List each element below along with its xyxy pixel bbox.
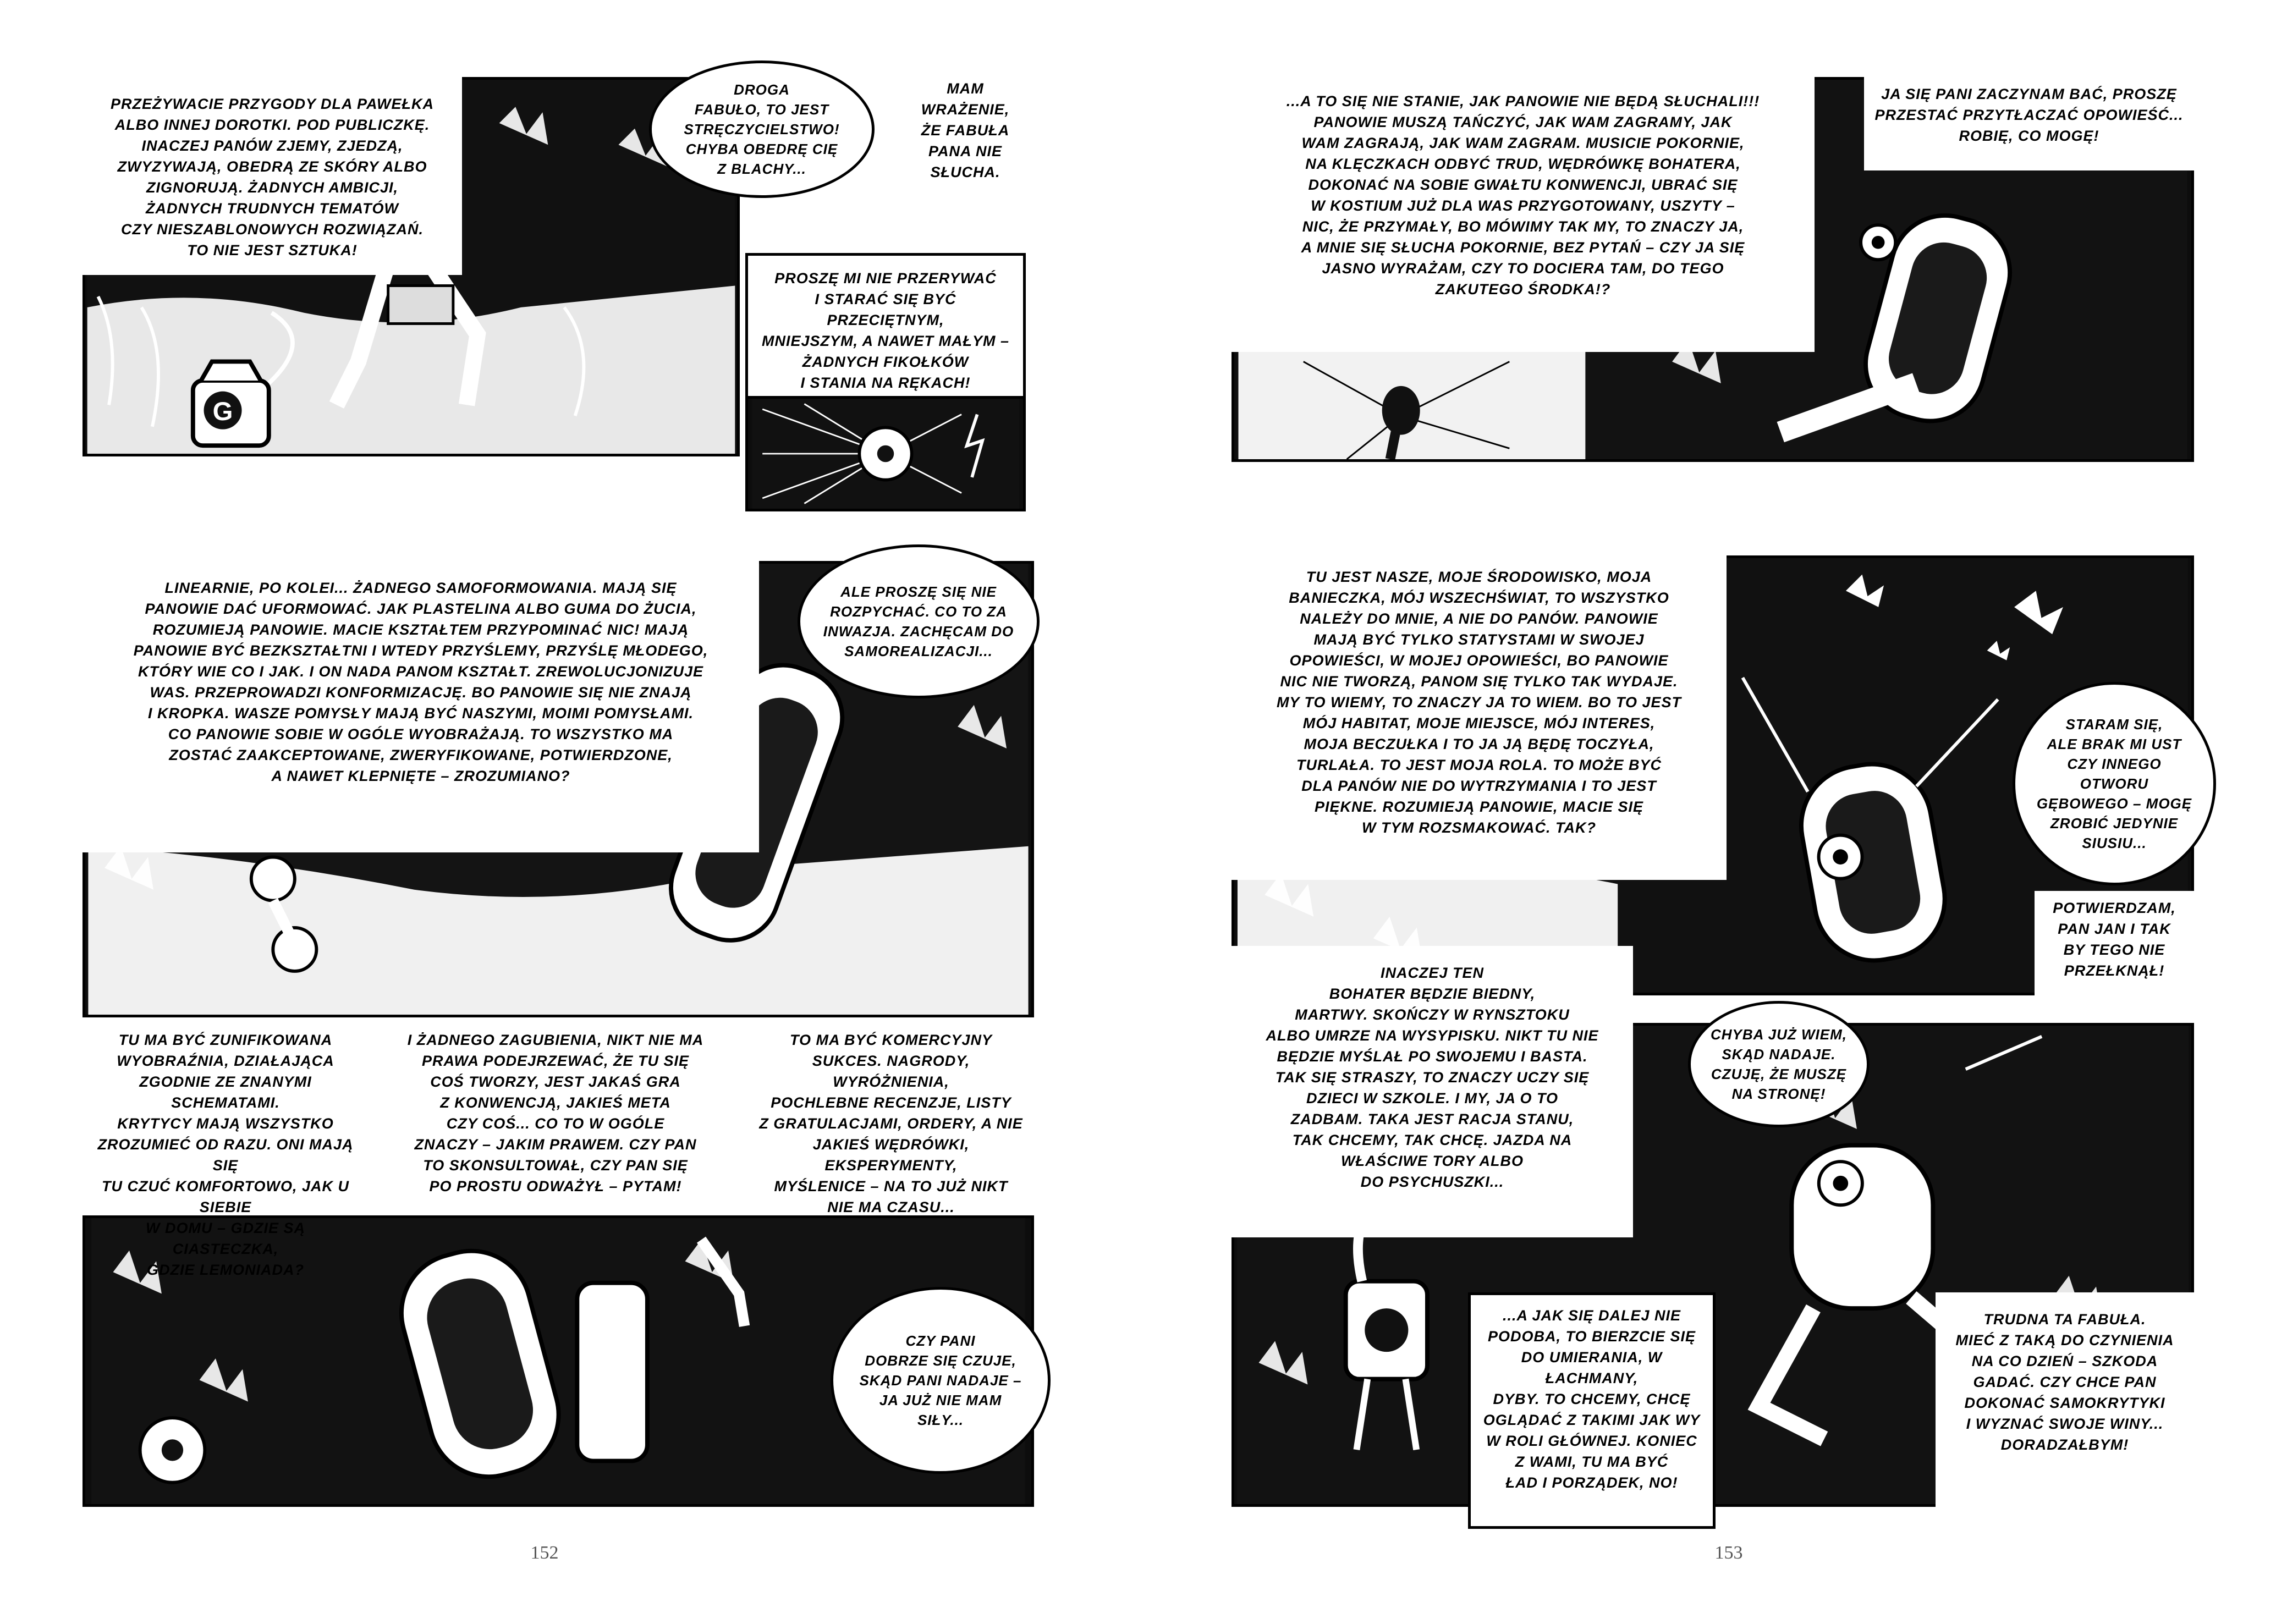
caption-potwierdzam: POTWIERDZAM, PAN JAN I TAK BY TEGO NIE PRZEŁKNĄŁ! [2035,891,2194,995]
caption-a-to-sie: ...A TO SIĘ NIE STANIE, JAK PANOWIE NIE BĘDĄ SŁUCHALI!!! PANOWIE MUSZĄ TAŃCZYĆ, JAK WAM ZAGRAMY, JAK WAM ZAGRAJĄ, JAK WAM ZAGRAM. MUSICIE POKORNIE, NA KLĘCZKACH ODBYĆ TRUD, WĘDRÓWKĘ BOHATERA, DOKONAĆ NA SOBIE GWAŁTU KONWENCJI, UBRAĆ SIĘ W KOSTIUM JUŻ DLA WAS PRZYGOTOWANY, USZYTY – NIC, ŻE PRZYMAŁY, BO MÓWIMY TAK MY, TO ZNACZY JA, A MNIE SIĘ SŁUCHA POKORNIE, BEZ PYTAŃ – CZY JA SIĘ JASNO WYRAŻAM, CZY TO DOCIERA TAM, DO TEGO ZAKUTEGO ŚRODKA!? [1232,77,1815,352]
caption-tu-ma-byc: TU MA BYĆ ZUNIFIKOWANA WYOBRAŹNIA, DZIAŁAJĄCA ZGODNIE ZE ZNANYMI SCHEMATAMI. KRYTYCY MAJĄ WSZYSTKO ZROZUMIEĆ OD RAZU. ONI MAJĄ SIĘ TU CZUĆ KOMFORTOWO, JAK U SIEBIE W DOMU – GDZIE SĄ CIASTECZKA, GDZIE LEMONIADA? [83,1023,369,1210]
speech-bubble-ale-prosze: ALE PROSZĘ SIĘ NIE ROZPYCHAĆ. CO TO ZA INWAZJA. ZACHĘCAM DO SAMOREALIZACJI... [798,544,1040,698]
caption-trudna-ta-fabula: TRUDNA TA FABUŁA. MIEĆ Z TAKĄ DO CZYNIENIA NA CO DZIEŃ – SZKODA GADAĆ. CZY CHCE PAN DOKONAĆ SAMOKRYTYKI I WYZNAĆ SWOJE WINY... DORADZAŁBYM! [1936,1292,2194,1507]
caption-ja-sie-pani: JA SIĘ PANI ZACZYNAM BAĆ, PROSZĘ PRZESTAĆ PRZYTŁACZAĆ OPOWIEŚĆ... ROBIĘ, CO MOGĘ! [1864,77,2194,170]
page-number-153: 153 [1714,1543,1743,1563]
speech-bubble-czy-pani: CZY PANI DOBRZE SIĘ CZUJE, SKĄD PANI NADAJE – JA JUŻ NIE MAM SIŁY... [831,1287,1051,1474]
comic-page-153 [1144,0,2287,1624]
caption-a-jak-sie: ...A JAK SIĘ DALEJ NIE PODOBA, TO BIERZCIE SIĘ DO UMIERANIA, W ŁACHMANY, DYBY. TO CHCEMY, CHCĘ OGLĄDAĆ Z TAKIMI JAK WY W ROLI GŁÓWNEJ. KONIEC Z WAMI, TU MA BYĆ ŁAD I PORZĄDEK, NO! [1468,1292,1716,1529]
caption-i-zadnego: I ŻADNEGO ZAGUBIENIA, NIKT NIE MA PRAWA PODEJRZEWAĆ, ŻE TU SIĘ COŚ TWORZY, JEST JAKAŚ GRA Z KONWENCJĄ, JAKIEŚ META CZY COŚ... CO TO W OGÓLE ZNACZY – JAKIM PRAWEM. CZY PAN TO SKONSULTOWAŁ, CZY PAN SIĘ PO PROSTU ODWAŻYŁ – PYTAM! [385,1023,726,1210]
caption-inaczej-ten: INACZEJ TEN BOHATER BĘDZIE BIEDNY, MARTWY. SKOŃCZY W RYNSZTOKU ALBO UMRZE NA WYSYPISKU. NIKT TU NIE BĘDZIE MYŚLAŁ PO SWOJEMU I BASTA. TAK SIĘ STRASZY, TO ZNACZY UCZY SIĘ DZIECI W SZKOLE. I MY, JA O TO ZADBAM. TAKA JEST RACJA STANU, TAK CHCEMY, TAK CHCĘ. JAZDA NA WŁAŚCIWE TORY ALBO DO PSYCHUSZKI... [1232,946,1633,1237]
caption-linearnie: LINEARNIE, PO KOLEI... ŻADNEGO SAMOFORMOWANIA. MAJĄ SIĘ PANOWIE DAĆ UFORMOWAĆ. JAK PLASTELINA ALBO GUMA DO ŻUCIA, ROZUMIEJĄ PANOWIE. MACIE KSZTAŁTEM PRZYPOMINAĆ NIC! MAJĄ PANOWIE BYĆ BEZKSZTAŁTNI I WTEDY PRZYŚLEMY, PRZYŚLĘ MŁODEGO, KTÓRY WIE CO I JAK. I ON NADA PANOM KSZTAŁT. ZREWOLUCJONIZUJE WAS. PRZEPROWADZI KONFORMIZACJĘ. BO PANOWIE SIĘ NIE ZNAJĄ I KROPKA. WASZE POMYSŁY MAJĄ BYĆ NASZYMI, MOIMI POMYSŁAMI. CO PANOWIE SOBIE W OGÓLE WYOBRAŻAJĄ. TO WSZYSTKO MA ZOSTAĆ ZAAKCEPTOWANE, ZWERYFIKOWANE, POTWIERDZONE, A NAWET KLEPNIĘTE – ZROZUMIANO? [83,561,759,852]
page-number-152: 152 [530,1543,559,1563]
caption-to-ma-byc: TO MA BYĆ KOMERCYJNY SUKCES. NAGRODY, WYRÓŻNIENIA, POCHLEBNE RECENZJE, LISTY Z GRATULACJAMI, ORDERY, A NIE JAKIEŚ WĘDRÓWKI, EKSPERYMENTY, MYŚLENICE – NA TO JUŻ NIKT NIE MA CZASU... [748,1023,1034,1193]
caption-mam-wrazenie: MAM WRAŻENIE, ŻE FABUŁA PANA NIE SŁUCHA. [897,71,1034,203]
caption-1: PRZEŻYWACIE PRZYGODY DLA PAWEŁKA ALBO INNEJ DOROTKI. POD PUBLICZKĘ. INACZEJ PANÓW ZJEMY, ZJEDZĄ, ZWYZYWAJĄ, OBEDRĄ ZE SKÓRY ALBO ZIGNORUJĄ. ŻADNYCH AMBICJI, ŻADNYCH TRUDNYCH TEMATÓW CZY NIESZABLONOWYCH ROZWIĄZAŃ. TO NIE JEST SZTUKA! [83,77,462,275]
speech-bubble-chyba-juz-wiem: CHYBA JUŻ WIEM, SKĄD NADAJE. CZUJĘ, ŻE MUSZĘ NA STRONĘ! [1688,1001,1870,1127]
glowing-lamp-illustration [748,399,1023,509]
svg-text:G: G [212,397,233,426]
caption-prosze-mi-nie-przerywac: PROSZĘ MI NIE PRZERYWAĆ I STARAĆ SIĘ BYĆ PRZECIĘTNYM, MNIEJSZYM, A NAWET MAŁYM – ŻADNYCH FIKOŁKÓW I STANIA NA RĘKACH! [745,253,1026,399]
speech-bubble-staram-sie: STARAM SIĘ, ALE BRAK MI UST CZY INNEGO OTWORU GĘBOWEGO – MOGĘ ZROBIĆ JEDYNIE SIUSIU... [2013,682,2216,885]
caption-tu-jest-nasze: TU JEST NASZE, MOJE ŚRODOWISKO, MOJA BANIECZKA, MÓJ WSZECHŚWIAT, TO WSZYSTKO NALEŻY DO MNIE, A NIE DO PANÓW. PANOWIE MAJĄ BYĆ TYLKO STATYSTAMI W SWOJEJ OPOWIEŚCI, W MOJEJ OPOWIEŚCI, BO PANOWIE NIC NIE TWORZĄ, PANOM SIĘ TYLKO TAK WYDAJE. MY TO WIEMY, TO ZNACZY JA TO WIEM. BO TO JEST MÓJ HABITAT, MOJE MIEJSCE, MÓJ INTERES, MOJA BECZUŁKA I TO JA JĄ BĘDĘ TOCZYŁA, TURLAŁA. TO JEST MOJA ROLA. TO MOŻE BYĆ DLA PANÓW NIE DO WYTRZYMANIA I TO JEST PIĘKNE. ROZUMIEJĄ PANOWIE, MACIE SIĘ W TYM ROZSMAKOWAĆ. TAK? [1232,555,1727,880]
speech-bubble-droga-fabulo: DROGA FABUŁO, TO JEST STRĘCZYCIELSTWO! CHYBA OBEDRĘ CIĘ Z BLACHY... [649,60,875,198]
panel-2-lamp [745,396,1026,511]
